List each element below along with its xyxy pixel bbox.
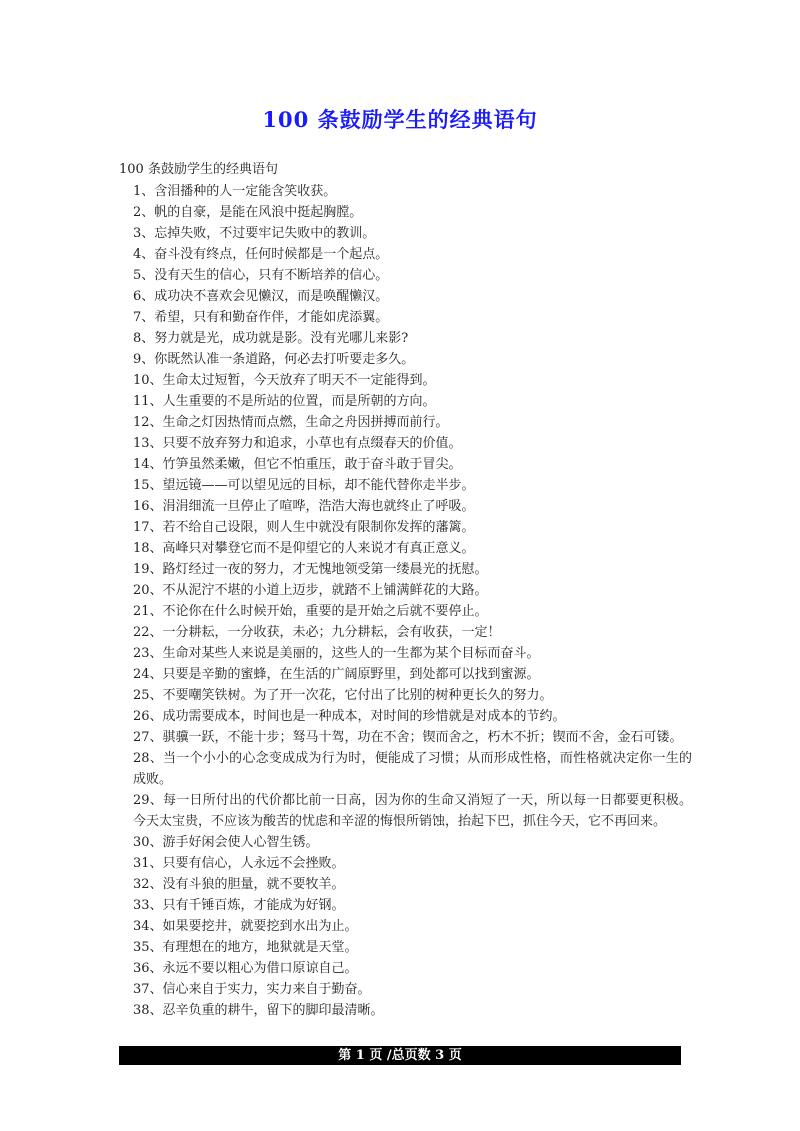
quote-item: 31、只要有信心，人永远不会挫败。 [133, 856, 345, 871]
quote-item: 30、游手好闲会使人心智生锈。 [133, 835, 319, 850]
quote-item: 19、路灯经过一夜的努力，才无愧地领受第一缕晨光的抚慰。 [133, 562, 488, 577]
quote-item: 16、涓涓细流一旦停止了喧哗，浩浩大海也就终止了呼吸。 [133, 499, 475, 514]
quote-item: 1、含泪播种的人一定能含笑收获。 [133, 184, 337, 199]
quote-item: 27、骐骥一跃，不能十步；驽马十驾，功在不舍；锲而舍之，朽木不折；锲而不舍，金石可镂。 [133, 730, 683, 745]
quote-item: 5、没有天生的信心，只有不断培养的信心。 [133, 268, 389, 283]
quote-item: 36、永远不要以粗心为借口原谅自己。 [133, 961, 358, 976]
page-number-label: 第 1 页 /总页数 3 页 [338, 1048, 462, 1063]
quote-item: 32、没有斗狼的胆量，就不要牧羊。 [133, 877, 345, 892]
quote-item: 4、奋斗没有终点，任何时候都是一个起点。 [133, 247, 389, 262]
quote-item: 12、生命之灯因热情而点燃，生命之舟因拼搏而前行。 [133, 415, 449, 430]
quote-item: 37、信心来自于实力，实力来自于勤奋。 [133, 982, 371, 997]
quote-item: 21、不论你在什么时候开始，重要的是开始之后就不要停止。 [133, 604, 488, 619]
quote-item: 33、只有千锤百炼，才能成为好钢。 [133, 898, 345, 913]
quote-item: 2、帆的自豪，是能在风浪中挺起胸膛。 [133, 205, 363, 220]
quote-item: 26、成功需要成本，时间也是一种成本，对时间的珍惜就是对成本的节约。 [133, 709, 566, 724]
quote-item: 17、若不给自己设限，则人生中就没有限制你发挥的藩篱。 [133, 520, 475, 535]
quote-item: 28、当一个小小的心念变成成为行为时，便能成了习惯；从而形成性格，而性格就决定你一生的成败。 [133, 751, 692, 787]
quote-item: 3、忘掉失败，不过要牢记失败中的教训。 [133, 226, 376, 241]
document-title: 100 条鼓励学生的经典语句 [262, 107, 538, 132]
quote-item: 18、高峰只对攀登它而不是仰望它的人来说才有真正意义。 [133, 541, 475, 556]
quote-item: 11、人生重要的不是所站的位置，而是所朝的方向。 [133, 394, 436, 409]
quote-item: 20、不从泥泞不堪的小道上迈步，就踏不上铺满鲜花的大路。 [133, 583, 488, 598]
quote-item: 29、每一日所付出的代价都比前一日高，因为你的生命又消短了一天，所以每一日都要更积极。今天太宝贵，不应该为酸苦的忧虑和辛涩的悔恨所销蚀，抬起下巴，抓住今天，它不再回来。 [133, 793, 692, 829]
quote-item: 25、不要嘲笑铁树。为了开一次花，它付出了比别的树种更长久的努力。 [133, 688, 553, 703]
document-subtitle: 100 条鼓励学生的经典语句 [119, 162, 278, 177]
quote-item: 9、你既然认准一条道路，何必去打听要走多久。 [133, 352, 415, 367]
quote-item: 10、生命太过短暂，今天放弃了明天不一定能得到。 [133, 373, 436, 388]
quote-item: 13、只要不放弃努力和追求，小草也有点缀春天的价值。 [133, 436, 462, 451]
quote-item: 23、生命对某些人来说是美丽的，这些人的一生都为某个目标而奋斗。 [133, 646, 540, 661]
quote-item: 35、有理想在的地方，地狱就是天堂。 [133, 940, 358, 955]
quote-item: 8、努力就是光，成功就是影。没有光哪儿来影? [133, 331, 409, 346]
page-footer [119, 1046, 681, 1065]
quote-item: 34、如果要挖井，就要挖到水出为止。 [133, 919, 358, 934]
quote-item: 38、忍辛负重的耕牛，留下的脚印最清晰。 [133, 1003, 384, 1018]
quote-item: 22、一分耕耘，一分收获，未必；九分耕耘，会有收获，一定！ [133, 625, 501, 640]
quote-item: 15、望远镜——可以望见远的目标，却不能代替你走半步。 [133, 478, 475, 493]
quote-list [119, 181, 692, 1021]
quote-item: 24、只要是辛勤的蜜蜂，在生活的广阔原野里，到处都可以找到蜜源。 [133, 667, 540, 682]
quote-item: 7、希望，只有和勤奋作伴，才能如虎添翼。 [133, 310, 389, 325]
quote-item: 14、竹笋虽然柔嫩，但它不怕重压，敢于奋斗敢于冒尖。 [133, 457, 462, 472]
quote-item: 6、成功决不喜欢会见懒汉，而是唤醒懒汉。 [133, 289, 389, 304]
document-body [119, 159, 692, 1021]
